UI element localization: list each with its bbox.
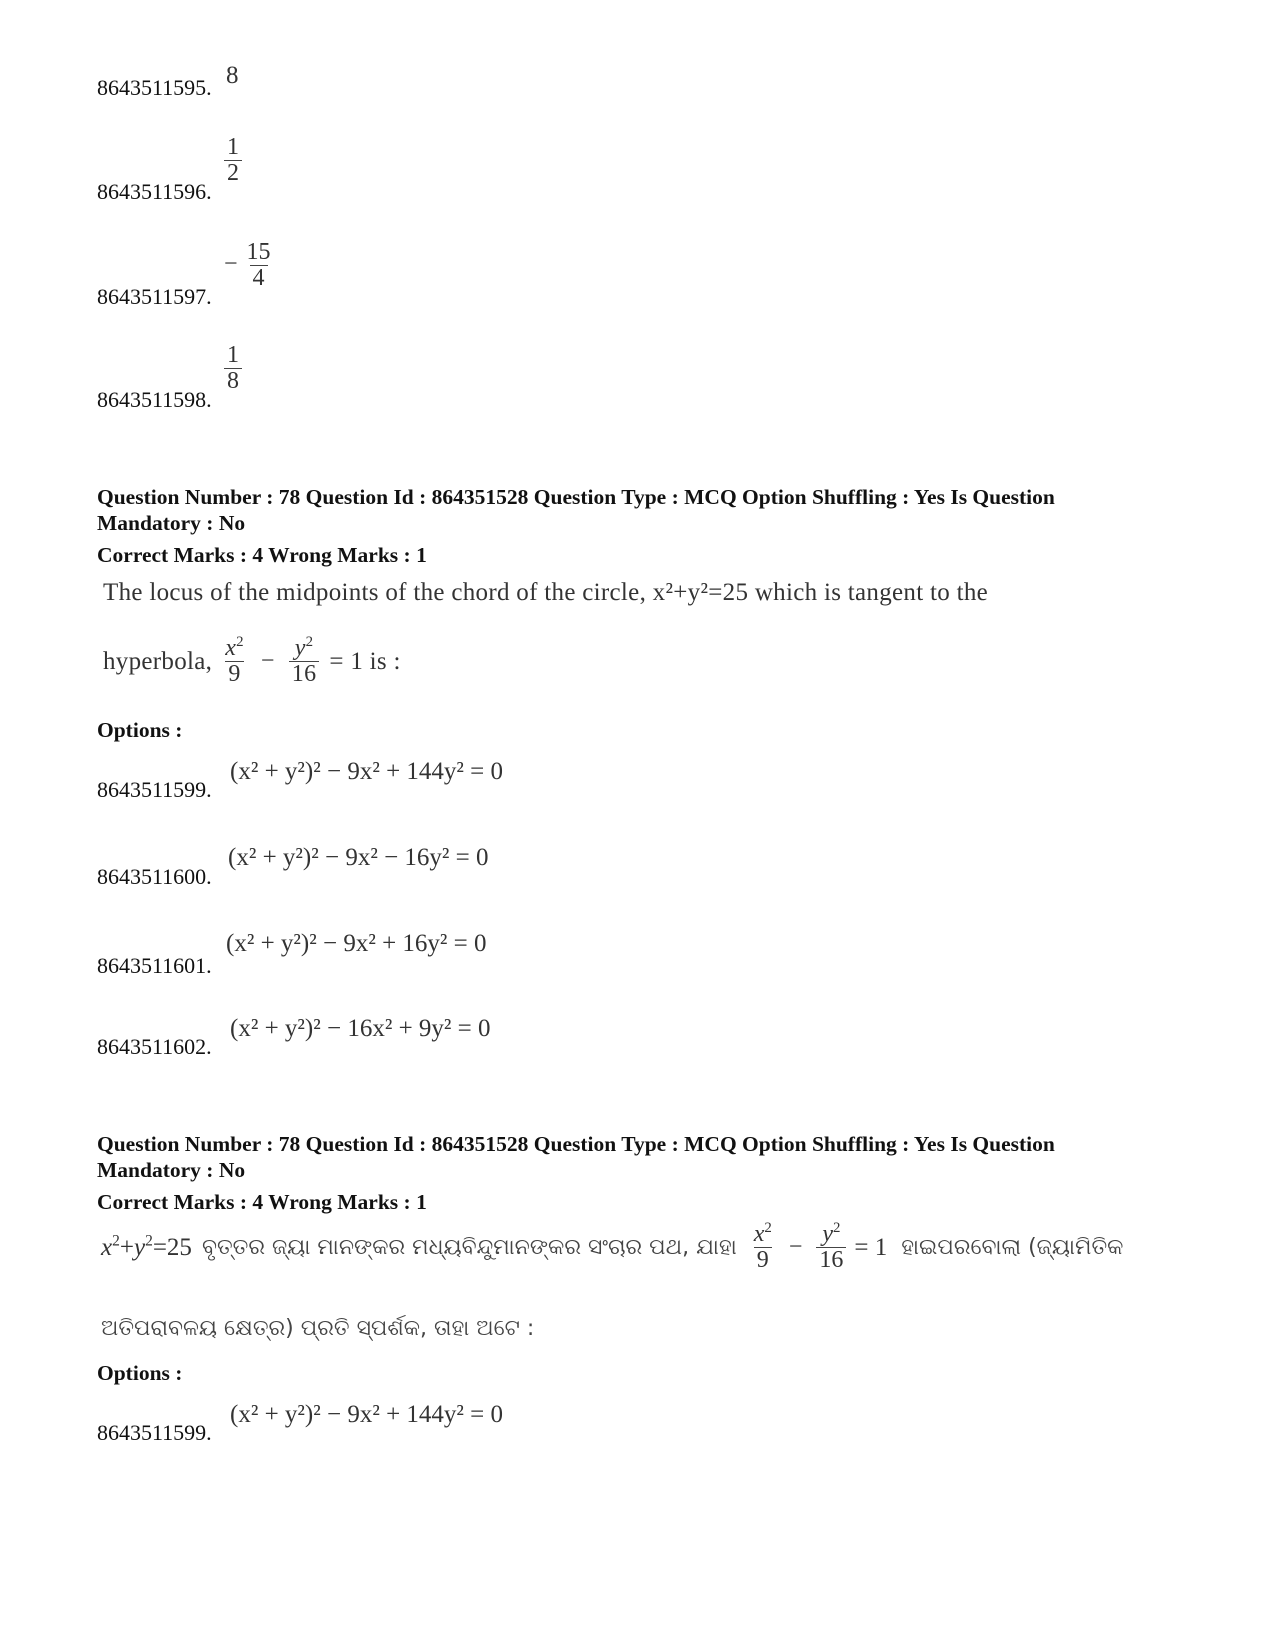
minus-sign: −: [788, 1234, 803, 1261]
option-value: 8: [226, 62, 239, 89]
question-text-prefix: hyperbola,: [103, 647, 213, 675]
question-marks: Correct Marks : 4 Wrong Marks : 1: [97, 543, 427, 567]
question-header: Question Number : 78 Question Id : 864351528 Question Type : MCQ Option Shuffling : Yes Is Question: [97, 485, 1055, 509]
option-id: 8643511602.: [97, 1034, 212, 1059]
odia-text-part2: ହାଇପରବୋଲା (ଜ୍ୟାମିତିକ: [901, 1235, 1124, 1261]
equals-one: = 1: [854, 1233, 888, 1261]
fraction-numerator: 1: [227, 134, 239, 160]
option-fraction: [224, 240, 274, 291]
odia-text-part1: ବୃତ୍ତର ଜ୍ୟା ମାନଙ୍କର ମଧ୍ୟବିନ୍ଦୁମାନଙ୍କର ସଂଚାର ପଥ, ଯାହା: [201, 1235, 737, 1261]
var-x: x: [225, 635, 237, 661]
option-id: 8643511599.: [97, 777, 212, 802]
fraction-numerator: 1: [227, 342, 239, 368]
odia-question-line1: [101, 1222, 1123, 1273]
minus-sign: −: [224, 251, 238, 278]
option-fraction: [224, 135, 242, 186]
option-equation: (x² + y²)² − 9x² + 144y² = 0: [230, 758, 504, 785]
option-fraction: [224, 343, 242, 394]
hyperbola-x-term: $\frac{x^2}{9}$: [225, 634, 244, 688]
option-id: 8643511595.: [97, 75, 212, 100]
minus-sign: −: [260, 648, 275, 675]
denominator-9: 9: [225, 661, 243, 687]
option-id: 8643511599.: [97, 1420, 212, 1445]
question-header: Question Number : 78 Question Id : 864351528 Question Type : MCQ Option Shuffling : Yes Is Question: [97, 1132, 1055, 1156]
odia-question-line2: ଅତିପରାବଳୟ କ୍ଷେତ୍ର) ପ୍ରତି ସ୍ପର୍ଶକ, ତାହା ଅଟେ :: [101, 1316, 535, 1341]
denominator-16: 16: [289, 661, 320, 687]
option-id: 8643511597.: [97, 284, 212, 309]
option-equation: (x² + y²)² − 9x² − 16y² = 0: [228, 844, 489, 871]
question-marks: Correct Marks : 4 Wrong Marks : 1: [97, 1190, 427, 1214]
circle-equation: $x^2+y^2=25$: [101, 1232, 192, 1261]
question-text-line1: The locus of the midpoints of the chord of the circle, x²+y²=25 which is tangent to the: [103, 579, 989, 606]
question-text-suffix: = 1 is :: [329, 647, 401, 675]
option-equation: (x² + y²)² − 9x² + 144y² = 0: [230, 1401, 504, 1428]
option-equation: (x² + y²)² − 9x² + 16y² = 0: [226, 930, 487, 957]
fraction-denominator: 8: [224, 368, 242, 394]
hyperbola-y-term: $\frac{y^2}{16}$: [816, 1222, 846, 1273]
question-mandatory: Mandatory : No: [97, 1158, 246, 1182]
fraction-denominator: 4: [250, 265, 268, 291]
option-id: 8643511598.: [97, 387, 212, 412]
option-id: 8643511596.: [97, 179, 212, 204]
question-text-line2: [103, 636, 401, 687]
fraction-denominator: 2: [224, 160, 242, 186]
options-label: Options :: [97, 1361, 183, 1385]
option-equation: (x² + y²)² − 16x² + 9y² = 0: [230, 1015, 491, 1042]
var-y: y: [294, 635, 306, 661]
question-mandatory: Mandatory : No: [97, 511, 246, 535]
option-id: 8643511601.: [97, 953, 212, 978]
fraction-numerator: 15: [246, 239, 271, 265]
options-label: Options :: [97, 718, 183, 742]
option-id: 8643511600.: [97, 864, 212, 889]
hyperbola-y-term: $\frac{y^2}{16}$: [289, 636, 320, 687]
hyperbola-x-term: $\frac{x^2}{9}$: [753, 1220, 772, 1274]
